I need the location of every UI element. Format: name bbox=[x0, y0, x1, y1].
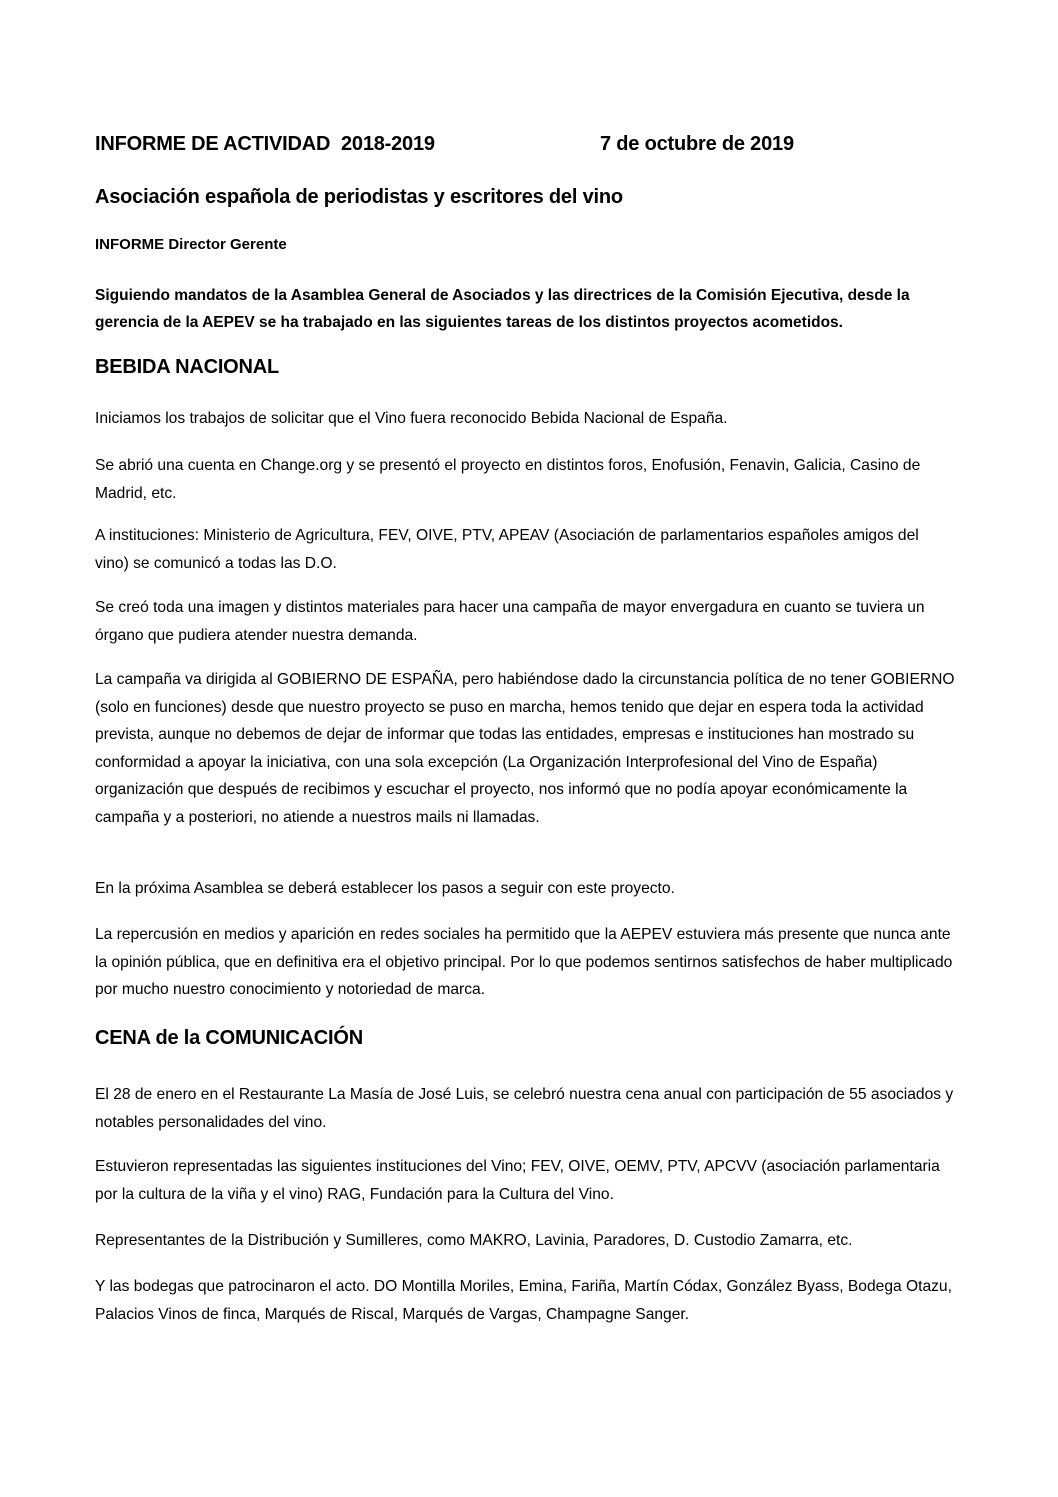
paragraph: Y las bodegas que patrocinaron el acto. DO Montilla Moriles, Emina, Fariña, Martín Códax, González Byass, Bodega Otazu, Palacios Vinos de finca, Marqués de Riscal, Marqués de Vargas, Champagne Sanger. bbox=[95, 1278, 952, 1323]
paragraph: La campaña va dirigida al GOBIERNO DE ESPAÑA, pero habiéndose dado la circunstancia política de no tener GOBIERNO (solo en funciones) desde que nuestro proyecto se puso en marcha, hemos tenido que dejar en espera toda la actividad prevista, aunque no debemos de dejar de informar que todas las entidades, empresas e instituciones han mostrado su conformidad a apoyar la iniciativa, con una sola excepción (La Organización Interprofesional del Vino de España) organización que después de recibimos y escuchar el proyecto, nos informó que no podía apoyar económicamente la campaña y a posteriori, no atiende a nuestros mails ni llamadas. bbox=[95, 671, 955, 826]
paragraph: El 28 de enero en el Restaurante La Masía de José Luis, se celebró nuestra cena anual con participación de 55 asociados y notables personalidades del vino. bbox=[95, 1086, 954, 1131]
report-label: INFORME Director Gerente bbox=[95, 236, 287, 253]
paragraph: En la próxima Asamblea se deberá establecer los pasos a seguir con este proyecto. bbox=[95, 880, 675, 897]
paragraph: La repercusión en medios y aparición en redes sociales ha permitido que la AEPEV estuviera más presente que nunca ante la opinión pública, que en definitiva era el objetivo principal. Por lo que podemos sentirnos satisfechos de haber multiplicado por mucho nuestro conocimiento y notoriedad de marca. bbox=[95, 926, 953, 998]
paragraph: Estuvieron representadas las siguientes instituciones del Vino; FEV, OIVE, OEMV, PTV, APCVV (asociación parlamentaria por la cultura de la viña y el vino) RAG, Fundación para la Cultura del Vino. bbox=[95, 1158, 940, 1203]
document-date: 7 de octubre de 2019 bbox=[600, 133, 794, 155]
paragraph: A instituciones: Ministerio de Agricultura, FEV, OIVE, PTV, APEAV (Asociación de parlamentarios españoles amigos del vino) se comunicó a todas las D.O. bbox=[95, 527, 919, 572]
organization-name: Asociación española de periodistas y escritores del vino bbox=[95, 186, 623, 208]
section-heading-bebida-nacional: BEBIDA NACIONAL bbox=[95, 356, 280, 378]
paragraph: Iniciamos los trabajos de solicitar que el Vino fuera reconocido Bebida Nacional de España. bbox=[95, 410, 728, 427]
paragraph: Representantes de la Distribución y Sumilleres, como MAKRO, Lavinia, Paradores, D. Custodio Zamarra, etc. bbox=[95, 1232, 853, 1249]
section-heading-cena-comunicacion: CENA de la COMUNICACIÓN bbox=[95, 1027, 364, 1049]
paragraph: Se abrió una cuenta en Change.org y se presentó el proyecto en distintos foros, Enofusión, Fenavin, Galicia, Casino de Madrid, etc. bbox=[95, 457, 921, 502]
paragraph: Se creó toda una imagen y distintos materiales para hacer una campaña de mayor envergadura en cuanto se tuviera un órgano que pudiera atender nuestra demanda. bbox=[95, 599, 925, 644]
intro-paragraph: Siguiendo mandatos de la Asamblea General de Asociados y las directrices de la Comisión Ejecutiva, desde la gerencia de la AEPEV se ha trabajado en las siguientes tareas de los distintos proyectos acometidos. bbox=[95, 287, 910, 331]
document-title: INFORME DE ACTIVIDAD 2018-2019 bbox=[95, 133, 435, 155]
